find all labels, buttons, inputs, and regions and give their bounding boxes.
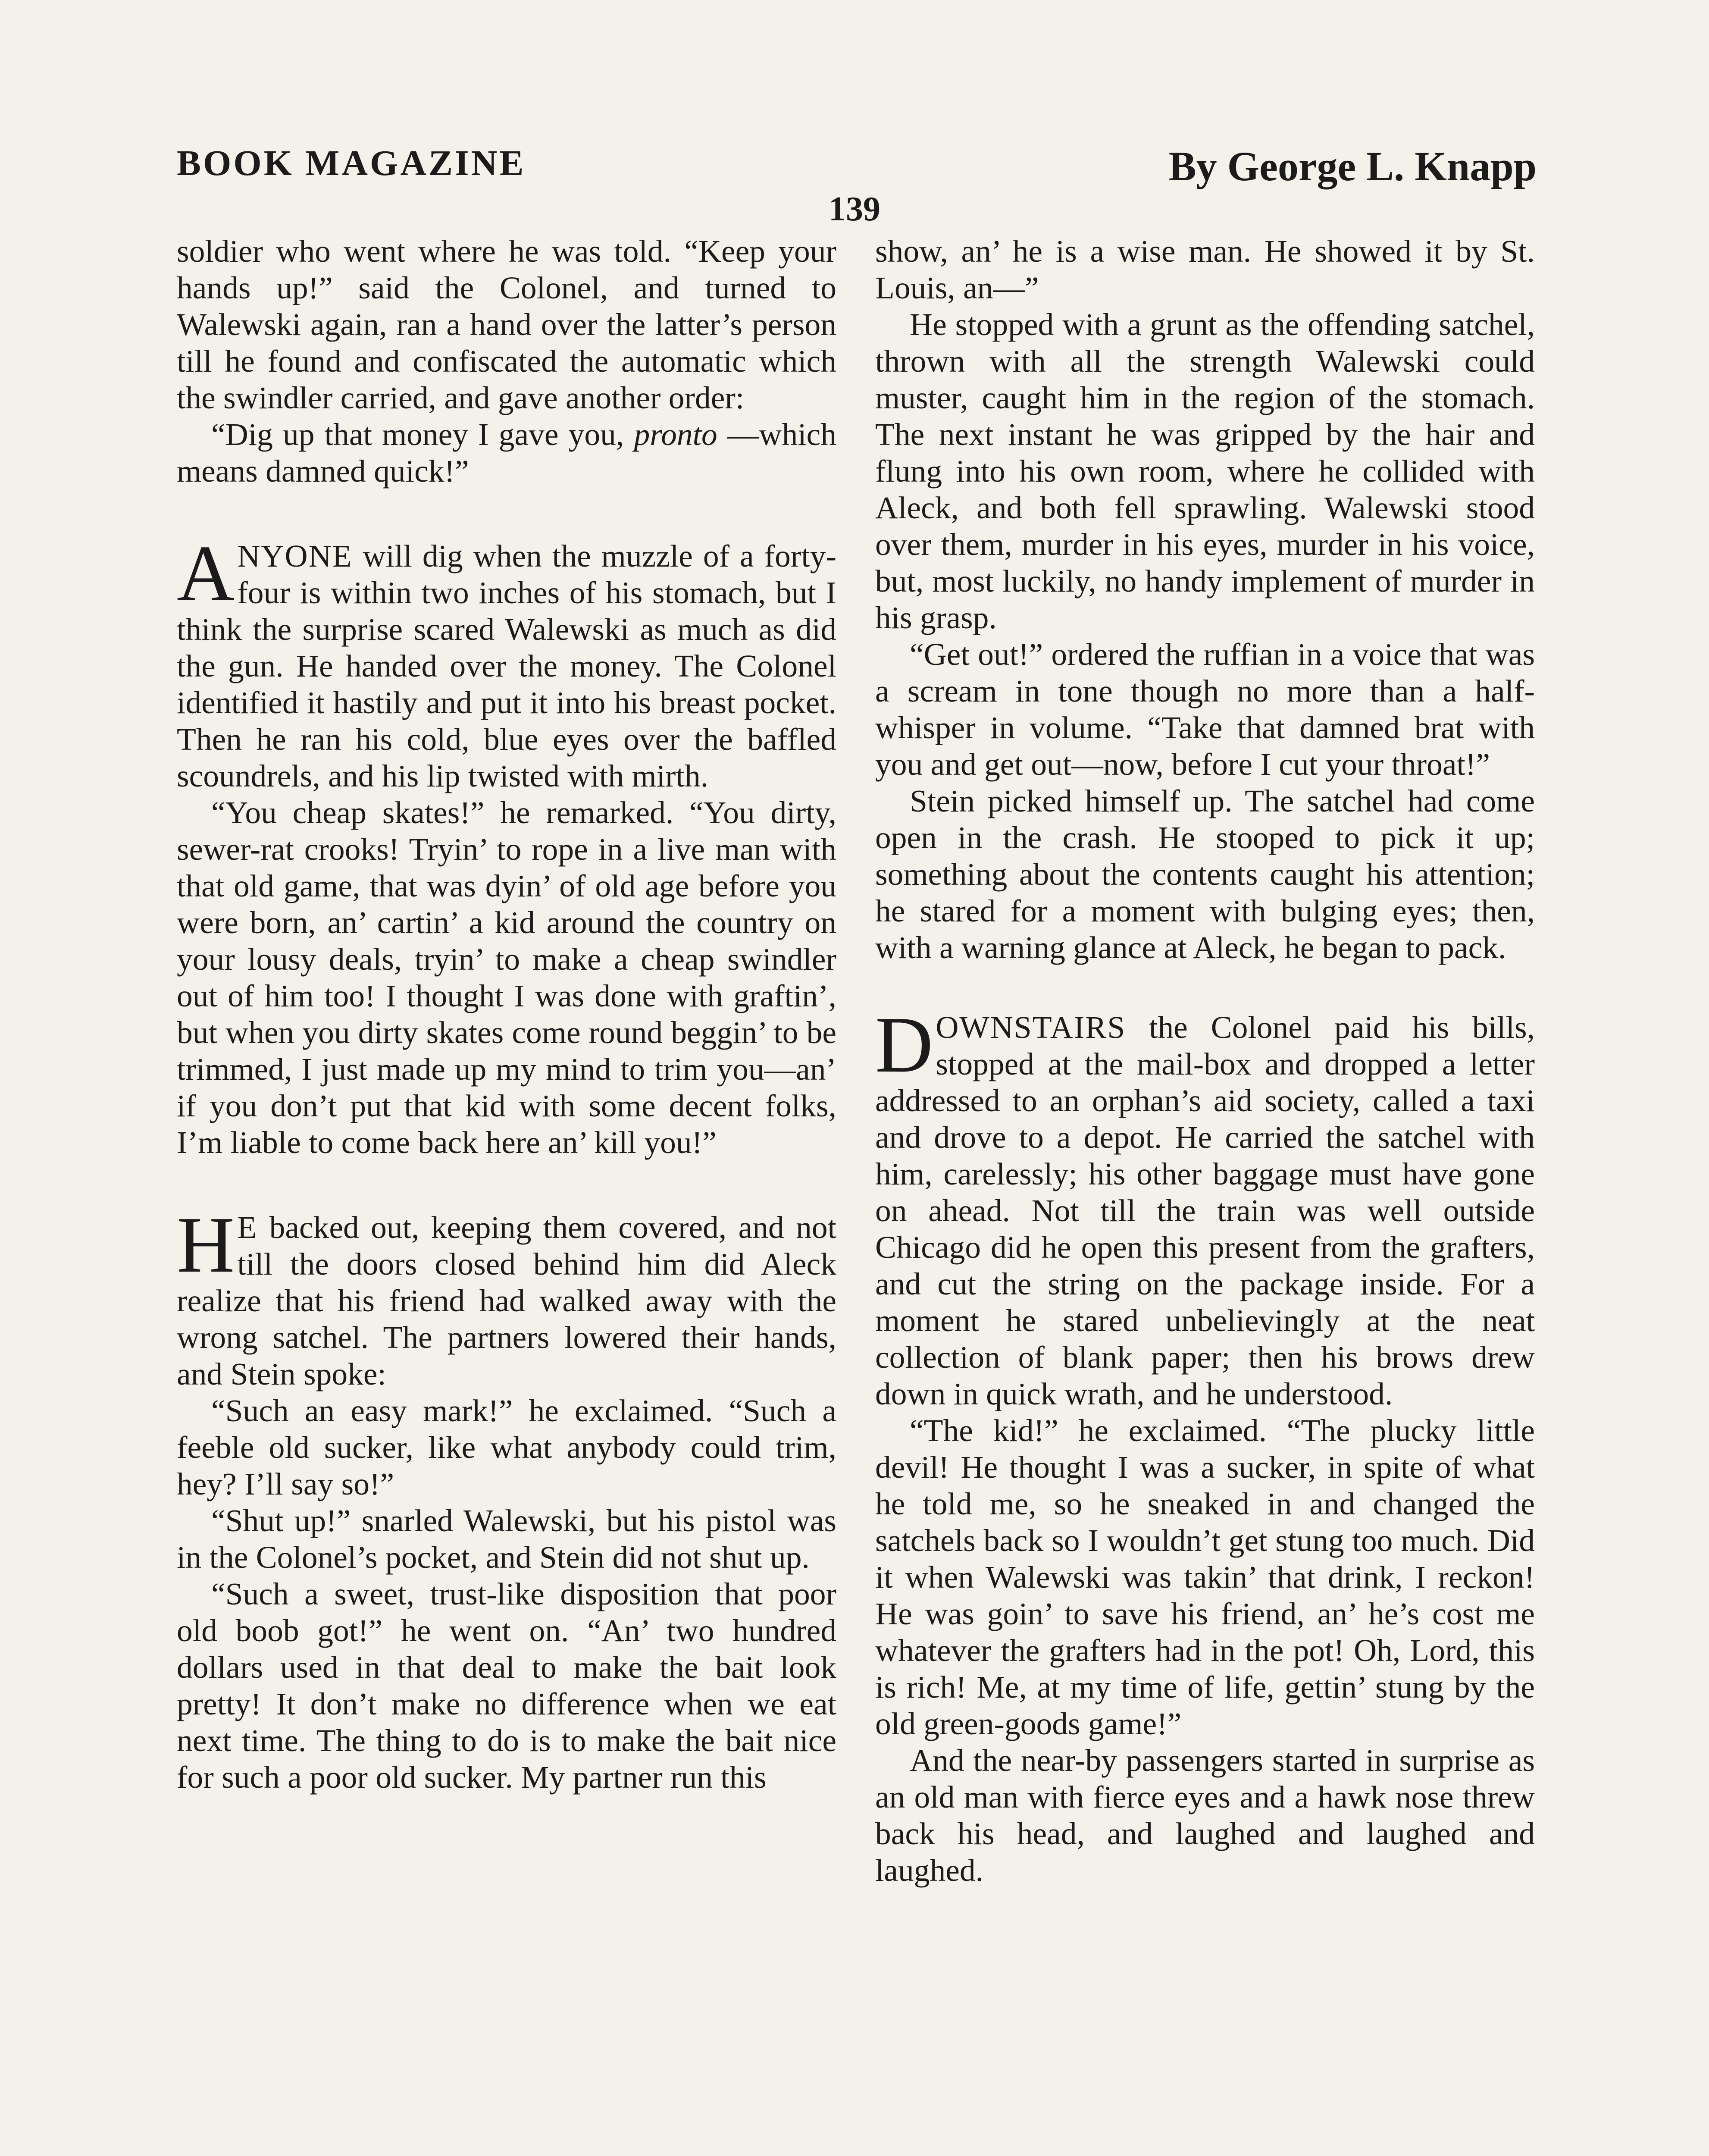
paragraph: Stein picked himself up. The satchel had come open in the crash. He stooped to pick it up; something about the contents caught his attention; he stared for a moment with bulging eyes; then, with a warning glance at Aleck, he began to pack. (875, 783, 1535, 965)
paragraph (177, 416, 836, 489)
paragraph: “Shut up!” snarled Walewski, but his pistol was in the Colonel’s pocket, and Stein did not shut up. (177, 1503, 836, 1575)
left-column (177, 233, 836, 1796)
paragraph: He stopped with a grunt as the offending satchel, thrown with all the strength Walewski could muster, caught him in the region of the stomach. The next instant he was gripped by the hair and flung into his own room, where he collided with Aleck, and both fell sprawling. Walewski stood over them, murder in his eyes, murder in his voice, but, most luckily, no handy implement of murder in his grasp. (875, 307, 1535, 635)
paragraph: soldier who went where he was told. “Keep your hands up!” said the Colonel, and turned to Walewski again, ran a hand over the latter’s person till he found and confiscated the automatic which the swindler carried, and gave another order: (177, 234, 836, 415)
paragraph-text: backed out, keeping them covered, and not till the doors closed behind him did Aleck realize that his friend had walked away with the wrong satchel. The partners lowered their hands, and Stein spoke: (177, 1210, 836, 1391)
section-paragraph (875, 1000, 1535, 1412)
paragraph: “Such a sweet, trust-like disposition that poor old boob got!” he went on. “An’ two hundred dollars used in that deal to make the bait look pretty! It don’t make no difference when we eat next time. The thing to do is to make the bait nice for such a poor old sucker. My partner run this (177, 1576, 836, 1795)
magazine-title: BOOK MAGAZINE (177, 143, 526, 183)
paragraph: “Get out!” ordered the ruffian in a voice that was a scream in tone though no more than a half-whisper in volume. “Take that damned brat with you and get out—now, before I cut your throat!” (875, 637, 1535, 782)
paragraph: And the near-by passengers started in surprise as an old man with fierce eyes and a hawk nose threw back his head, and laughed and laughed and laughed. (875, 1743, 1535, 1888)
section-opening-caps: OWNSTAIRS (936, 1010, 1126, 1045)
drop-cap: H (177, 1200, 235, 1289)
section-paragraph (177, 529, 836, 794)
drop-cap: D (875, 1000, 933, 1089)
paragraph-text: the Colonel paid his bills, stopped at the mail-box and dropped a letter addressed to an orphan’s aid society, called a taxi and drove to a depot. He carried the satchel with him, carelessly; his other baggage must have gone on ahead. Not till the train was well outside Chicago did he open this present from the grafters, and cut the string on the package inside. For a moment he stared unbelievingly at the neat collection of blank paper; then his brows drew down in quick wrath, and he understood. (875, 1010, 1535, 1411)
paragraph: “Such an easy mark!” he exclaimed. “Such a feeble old sucker, like what anybody could trim, hey? I’ll say so!” (177, 1393, 836, 1501)
paragraph: “The kid!” he exclaimed. “The plucky little devil! He thought I was a sucker, in spite of what he told me, so he sneaked in and changed the satchels back so I wouldn’t get stung too much. Did it when Walewski was takin’ that drink, I reckon! He was goin’ to save his friend, an’ he’s cost me whatever the grafters had in the pot! Oh, Lord, this is rich! Me, at my time of life, gettin’ stung by the old green-goods game!” (875, 1413, 1535, 1741)
drop-cap: A (177, 529, 235, 618)
section-paragraph (177, 1200, 836, 1392)
paragraph: show, an’ he is a wise man. He showed it by St. Louis, an—” (875, 234, 1535, 305)
author-byline: By George L. Knapp (1168, 143, 1537, 189)
paragraph: “You cheap skates!” he remarked. “You dirty, sewer-rat crooks! Tryin’ to rope in a live man with that old game, that was dyin’ of old age before you were born, an’ cartin’ a kid around the country on your lousy deals, tryin’ to make a cheap swindler out of him too! I thought I was done with graftin’, but when you dirty skates come round beggin’ to be trimmed, I just made up my mind to trim you—an’ if you don’t put that kid with some decent folks, I’m liable to come back here an’ kill you!” (177, 795, 836, 1160)
paragraph-text: “Dig up that money I gave you, pronto —which means damned quick!” (177, 417, 836, 489)
paragraph-text: will dig when the muzzle of a forty-four is within two inches of his stomach, but I think the surprise scared Walewski as much as did the gun. He handed over the money. The Colonel identified it hastily and put it into his breast pocket. Then he ran his cold, blue eyes over the baffled scoundrels, and his lip twisted with mirth. (177, 539, 836, 793)
right-column (875, 233, 1535, 1889)
page-number: 139 (829, 190, 880, 228)
section-opening-caps: E (237, 1210, 258, 1245)
section-opening-caps: NYONE (237, 539, 353, 573)
